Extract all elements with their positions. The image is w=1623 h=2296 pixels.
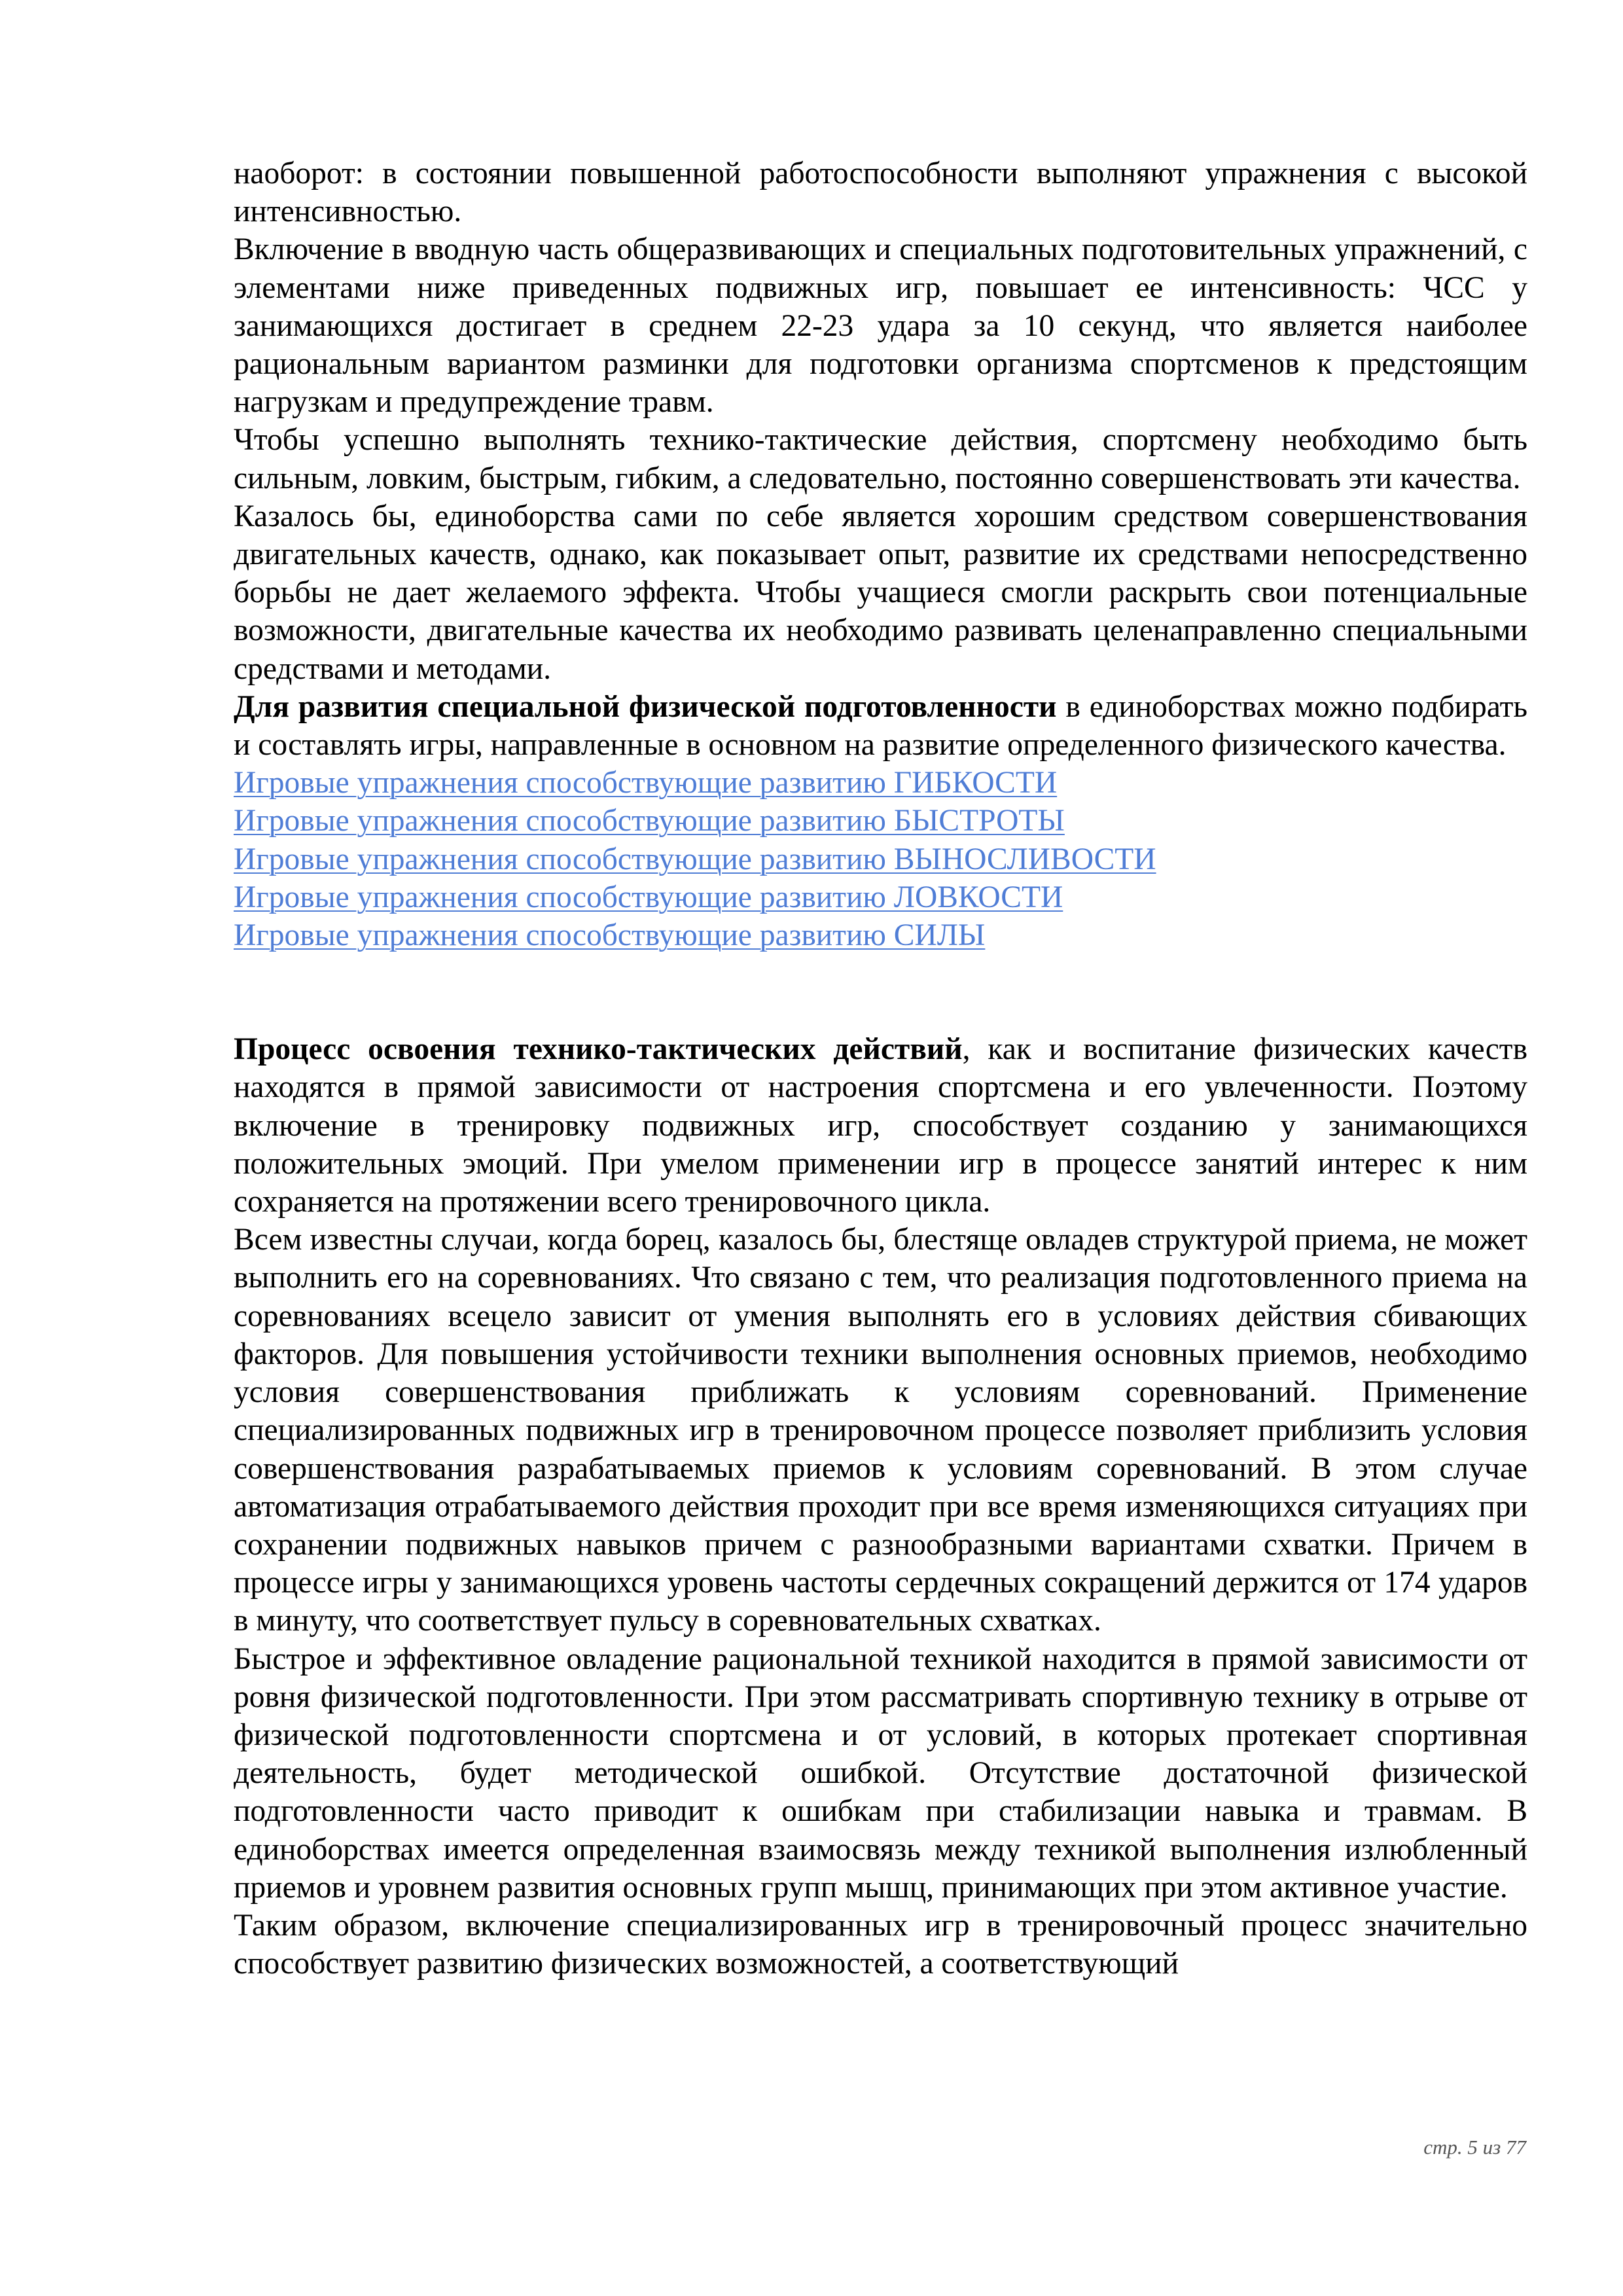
link-flexibility[interactable]: Игровые упражнения способствующие развитию ГИБКОСТИ	[234, 766, 1058, 800]
special-training-heading: Для развития специальной физической подготовленности	[234, 689, 1057, 724]
paragraph-competition: Всем известны случаи, когда борец, казалось бы, блестяще овладев структурой приема, не может выполнить его на соревнованиях. Что связано с тем, что реализация подготовленного приема на соревнованиях всецело зависит от умения выполнять его в условиях действия сбивающих факторов. Для повышения устойчивости техники выполнения основных приемов, необходимо условия совершенствования приближать к условиям соревнований. Применение специализированных подвижных игр в тренировочном процессе позволяет приблизить условия совершенствования разрабатываемых приемов к условиям соревнований. В этом случае автоматизация отрабатываемого действия проходит при все время изменяющихся ситуациях при сохранении подвижных навыков причем с разнообразными вариантами схватки. Причем в процессе игры у занимающихся уровень частоты сердечных сокращений держится от 174 ударов в минуту, что соответствует пульсу в соревновательных схватках.	[234, 1223, 1527, 1638]
document-page	[234, 154, 1527, 1982]
exercise-links-list	[234, 764, 1527, 954]
link-speed[interactable]: Игровые упражнения способствующие развитию БЫСТРОТЫ	[234, 804, 1065, 838]
section-spacer	[234, 954, 1527, 1030]
paragraph-martial-arts: Казалось бы, единоборства сами по себе является хорошим средством совершенствования двигательных качеств, однако, как показывает опыт, развитие их средствами непосредственно борьбы не дает желаемого эффекта. Чтобы учащиеся смогли раскрыть свои потенциальные возможности, двигательные качества их необходимо развивать целенаправленно специальными средствами и методами.	[234, 499, 1527, 686]
link-endurance[interactable]: Игровые упражнения способствующие развитию ВЫНОСЛИВОСТИ	[234, 842, 1156, 876]
special-training-text: в единоборствах можно подбирать и составлять игры, направленные в основном на развитие определенного физического качества.	[234, 689, 1527, 762]
paragraph-technique-process	[234, 1030, 1527, 1221]
link-agility[interactable]: Игровые упражнения способствующие развитию ЛОВКОСТИ	[234, 880, 1063, 914]
paragraph-conclusion: Таким образом, включение специализированных игр в тренировочный процесс значительно способствует развитию физических возможностей, а соответствующий	[234, 1908, 1527, 1981]
paragraph-warmup: Включение в вводную часть общеразвивающих и специальных подготовительных упражнений, с элементами ниже приведенных подвижных игр, повышает ее интенсивность: ЧСС у занимающихся достигает в среднем 22-23 удара за 10 секунд, что является наиболее рациональным вариантом разминки для подготовки организма спортсменов к предстоящим нагрузкам и предупреждение травм.	[234, 232, 1527, 420]
technique-process-text: , как и воспитание физических качеств находятся в прямой зависимости от настроения спортсмена и его увлеченности. Поэтому включение в тренировку подвижных игр, способствует созданию у занимающихся положительных эмоций. При умелом применении игр в процессе занятий интерес к ним сохраняется на протяжении всего тренировочного цикла.	[234, 1032, 1527, 1219]
paragraph-special-training	[234, 688, 1527, 764]
paragraph-physical-readiness: Быстрое и эффективное овладение рациональной техникой находится в прямой зависимости от ровня физической подготовленности. При этом рассматривать спортивную технику в отрыве от физической подготовленности спортсмена и от условий, в которых протекает спортивная деятельность, будет методической ошибкой. Отсутствие достаточной физической подготовленности часто приводит к ошибкам при стабилизации навыка и травмам. В единоборствах имеется определенная взаимосвязь между техникой выполнения излюбленный приемов и уровнем развития основных групп мышц, принимающих при этом активное участие.	[234, 1641, 1527, 1905]
link-strength[interactable]: Игровые упражнения способствующие развитию СИЛЫ	[234, 918, 986, 953]
paragraph-qualities: Чтобы успешно выполнять технико-тактические действия, спортсмену необходимо быть сильным, ловким, быстрым, гибким, а следовательно, постоянно совершенствовать эти качества.	[234, 423, 1527, 495]
page-number: стр. 5 из 77	[1423, 2136, 1526, 2159]
technique-process-heading: Процесс освоения технико-тактических действий	[234, 1032, 963, 1067]
paragraph-intensity: наоборот: в состоянии повышенной работоспособности выполняют упражнения с высокой интенсивностью.	[234, 156, 1527, 229]
